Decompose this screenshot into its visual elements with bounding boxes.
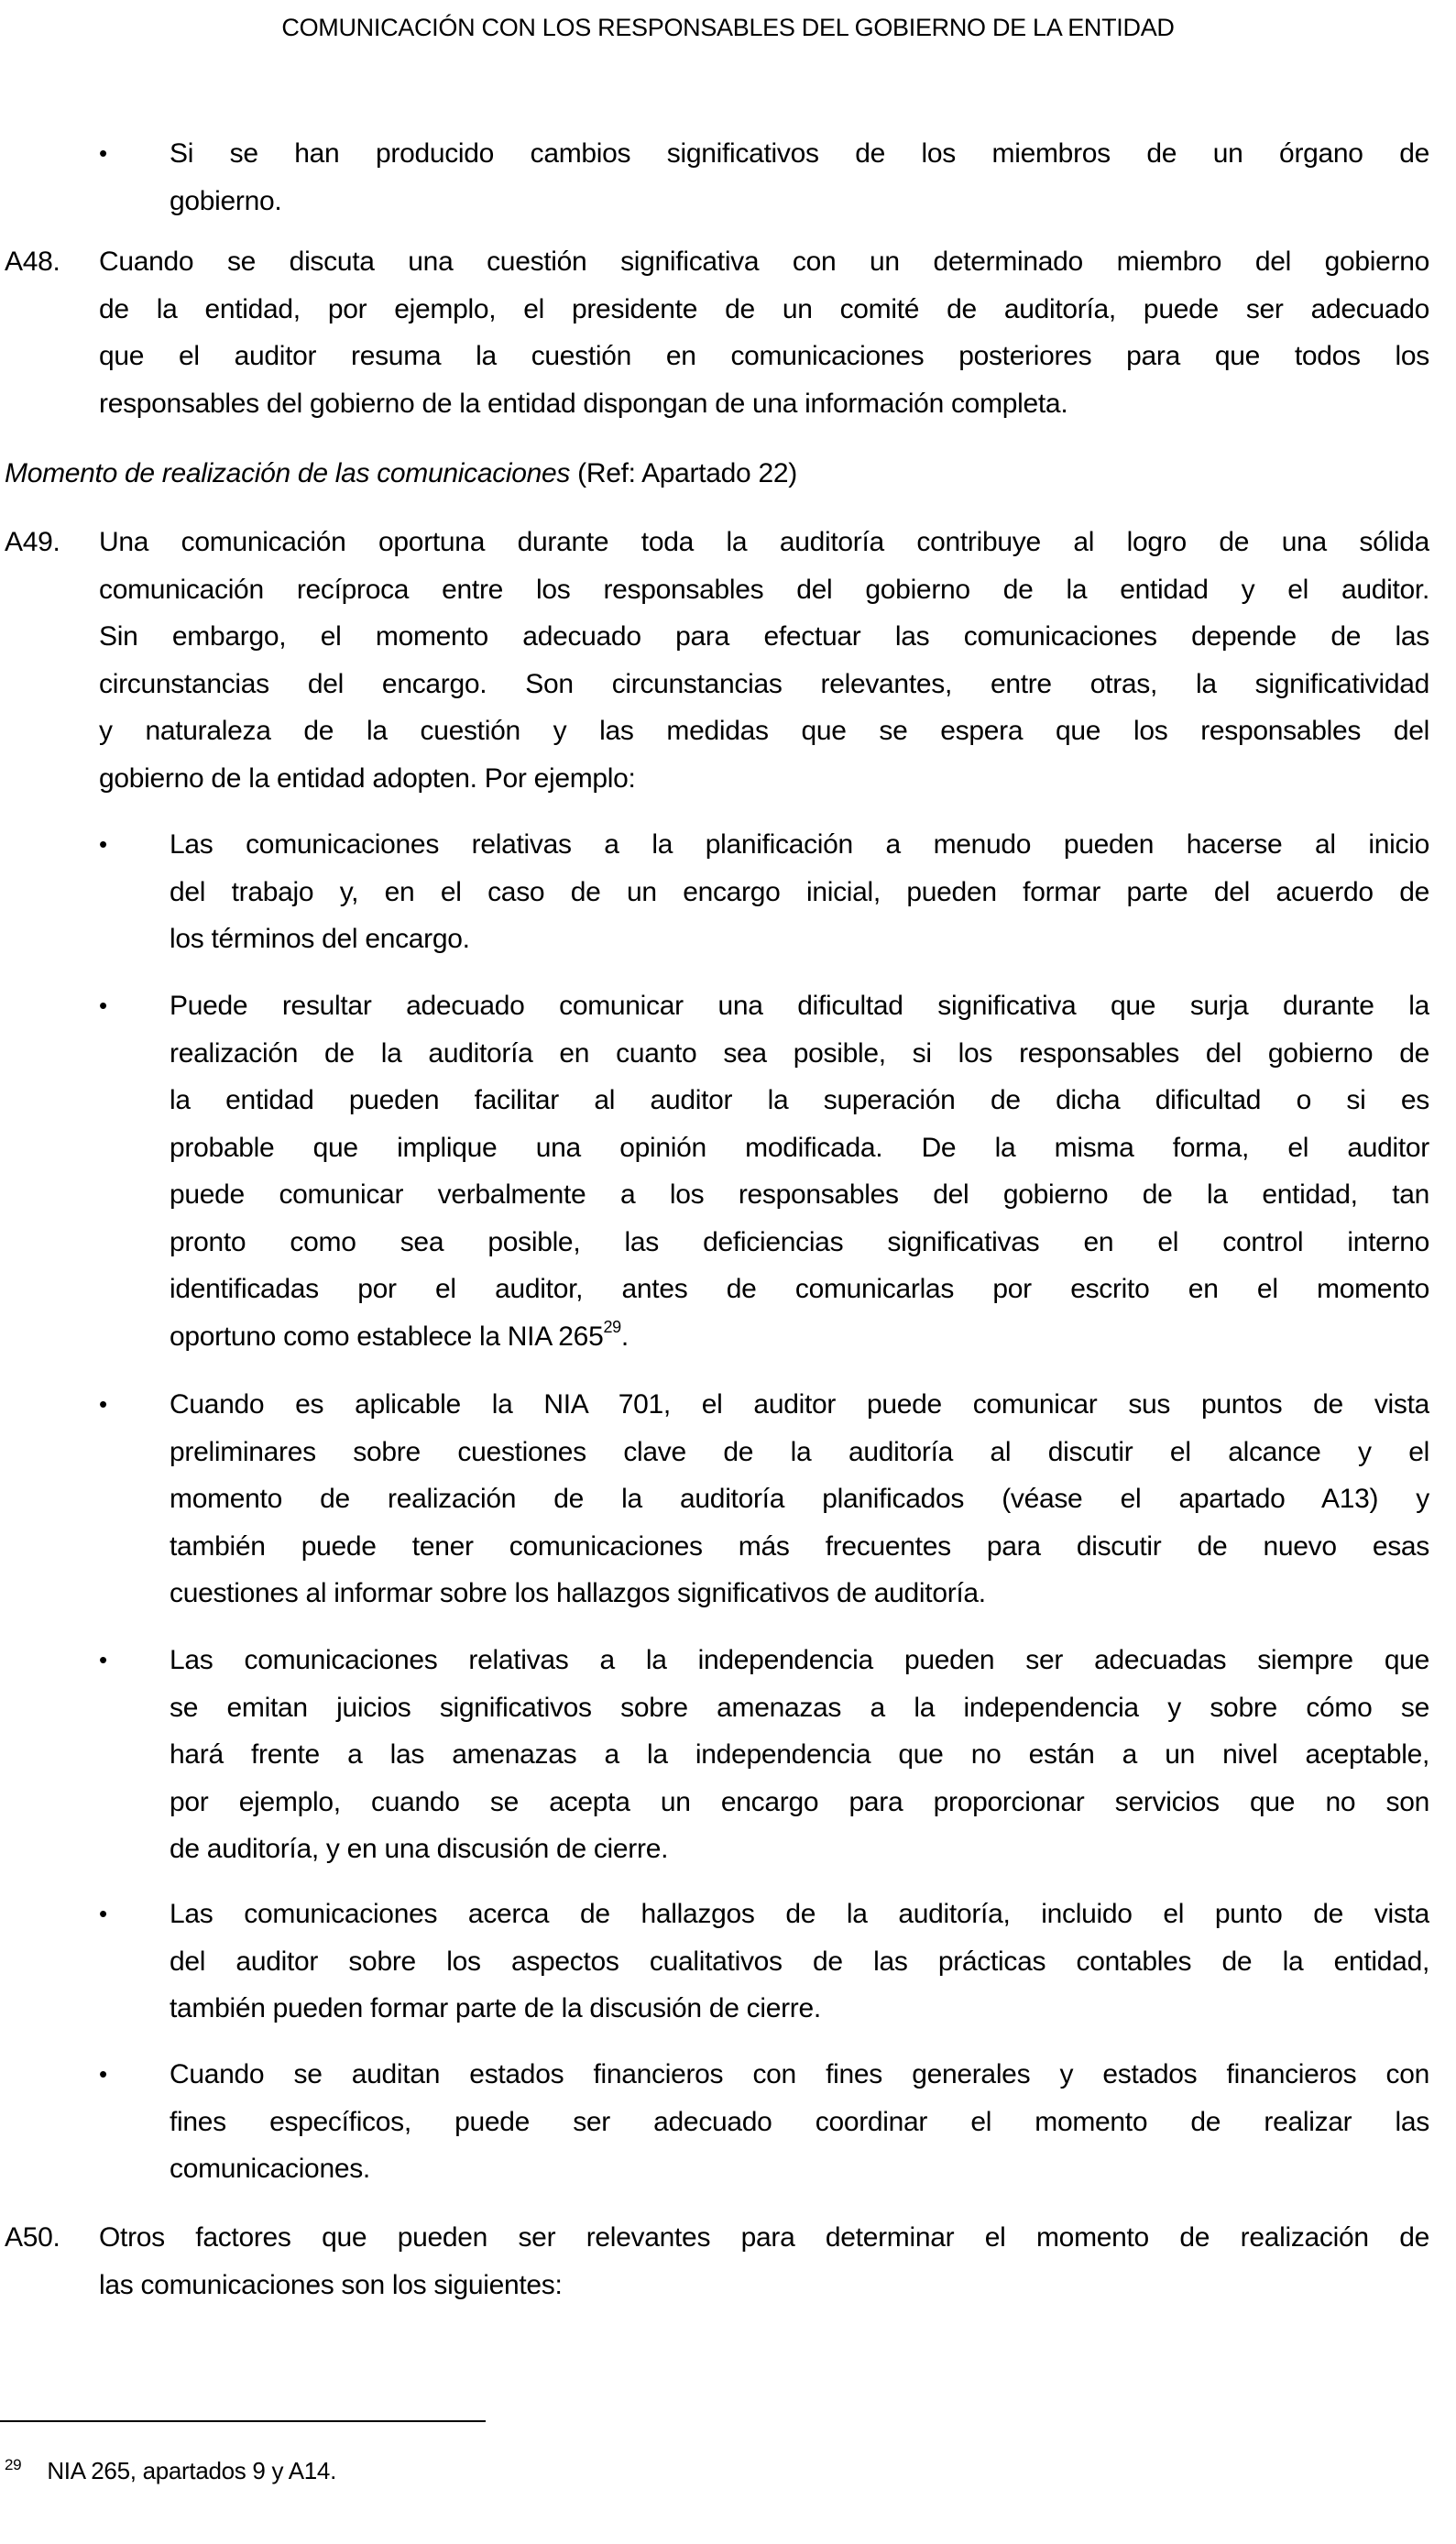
text-line <box>170 1731 1429 1779</box>
section-heading <box>5 450 797 498</box>
text-line <box>170 2051 1429 2099</box>
text-line <box>170 1429 1429 1476</box>
text-line <box>170 1570 1429 1617</box>
text-line <box>99 238 1429 286</box>
footnote <box>5 2449 336 2487</box>
line-text: Una comunicación oportuna durante toda la auditoría contribuye al logro de una sólida <box>99 527 1429 557</box>
line-text: Cuando se auditan estados financieros con fines generales y estados financieros con <box>170 2059 1429 2089</box>
footnote-reference: 29 <box>603 1317 621 1336</box>
line-text: del trabajo y, en el caso de un encargo inicial, pueden formar parte del acuerdo de <box>170 876 1429 907</box>
bullet-icon: • <box>99 2060 107 2088</box>
line-text: también pueden formar parte de la discusión de cierre. <box>170 1993 821 2023</box>
line-text: gobierno de la entidad adopten. Por ejemplo: <box>99 762 636 794</box>
heading-title: Momento de realización de las comunicaciones <box>5 458 571 488</box>
paragraph-number: A48. <box>5 247 60 277</box>
text-line <box>170 1891 1429 1938</box>
text-line <box>170 178 1429 225</box>
line-text: responsables del gobierno de la entidad dispongan de una información completa. <box>99 388 1068 419</box>
text-line <box>99 661 1429 708</box>
line-text: momento de realización de la auditoría planificados (véase el apartado A13) y <box>170 1484 1429 1514</box>
line-text: se emitan juicios significativos sobre amenazas a la independencia y sobre cómo se <box>170 1692 1429 1723</box>
line-text: Las comunicaciones relativas a la planificación a menudo pueden hacerse al inicio <box>170 829 1429 860</box>
line-text: también puede tener comunicaciones más frecuentes para discutir de nuevo esas <box>170 1530 1429 1562</box>
line-text: que el auditor resuma la cuestión en comunicaciones posteriores para que todos los <box>99 341 1429 371</box>
text-line <box>99 2214 1429 2262</box>
line-text: Sin embargo, el momento adecuado para efectuar las comunicaciones depende de las <box>99 621 1429 652</box>
text-line <box>170 2099 1429 2146</box>
text-line <box>99 613 1429 661</box>
text-line <box>99 286 1429 334</box>
bullet-icon: • <box>99 1646 107 1673</box>
line-text: Otros factores que pueden ser relevantes para determinar el momento de realización de <box>99 2222 1429 2253</box>
line-text: los términos del encargo. <box>170 924 470 954</box>
paragraph-text <box>170 982 1429 1360</box>
footnote-separator <box>0 2420 486 2422</box>
text-line <box>170 982 1429 1030</box>
line-text: cuestiones al informar sobre los hallazgos significativos de auditoría. <box>170 1578 986 1608</box>
line-text: por ejemplo, cuando se acepta un encargo para proporcionar servicios que no son <box>170 1786 1429 1817</box>
text-line <box>99 519 1429 566</box>
text-line <box>170 1684 1429 1732</box>
text-line <box>170 916 1429 963</box>
paragraph-text <box>170 1381 1429 1617</box>
bullet-icon: • <box>99 1390 107 1418</box>
line-text: comunicaciones. <box>170 2154 370 2184</box>
line-text: de auditoría, y en una discusión de cierre. <box>170 1834 669 1864</box>
line-text: Puede resultar adecuado comunicar una dificultad significativa que surja durante la <box>170 991 1429 1021</box>
footnote-number: 29 <box>5 2456 22 2473</box>
text-line <box>170 1266 1429 1313</box>
text-line <box>170 1313 1429 1361</box>
line-text: Las comunicaciones relativas a la independencia pueden ser adecuadas siempre que <box>170 1645 1429 1675</box>
text-line <box>99 2262 1429 2309</box>
line-text: probable que implique una opinión modificada. De la misma forma, el auditor <box>170 1132 1429 1163</box>
text-line <box>99 707 1429 755</box>
text-line <box>170 869 1429 916</box>
text-line <box>99 380 1429 428</box>
line-text: hará frente a las amenazas a la independencia que no están a un nivel aceptable, <box>170 1739 1429 1770</box>
text-line <box>170 1171 1429 1219</box>
line-text: fines específicos, puede ser adecuado coordinar el momento de realizar las <box>170 2106 1429 2137</box>
heading-reference: (Ref: Apartado 22) <box>570 458 797 488</box>
text-line <box>170 1219 1429 1267</box>
text-line <box>170 1938 1429 1986</box>
text-line <box>99 755 1429 803</box>
line-text: la entidad pueden facilitar al auditor la superación de dicha dificultad o si es <box>170 1085 1429 1115</box>
text-line <box>170 2145 1429 2193</box>
paragraph-number: A50. <box>5 2222 60 2253</box>
text-line <box>170 1985 1429 2033</box>
bullet-icon: • <box>99 1900 107 1927</box>
line-text: Las comunicaciones acerca de hallazgos de la auditoría, incluido el punto de vista <box>170 1899 1429 1929</box>
paragraph-text <box>170 2051 1429 2193</box>
text-line <box>170 1124 1429 1172</box>
line-text: del auditor sobre los aspectos cualitativos de las prácticas contables de la entidad, <box>170 1946 1429 1977</box>
line-text: comunicación recíproca entre los responsables del gobierno de la entidad y el auditor. <box>99 574 1429 605</box>
text-line <box>170 1779 1429 1826</box>
paragraph-number: A49. <box>5 527 60 557</box>
text-line <box>170 1826 1429 1873</box>
bullet-icon: • <box>99 992 107 1019</box>
bullet-icon: • <box>99 139 107 167</box>
line-text: gobierno. <box>170 185 282 216</box>
text-line <box>170 1637 1429 1684</box>
text-line <box>99 333 1429 380</box>
text-line <box>99 566 1429 614</box>
line-text: de la entidad, por ejemplo, el presidente de un comité de auditoría, puede ser adecuado <box>99 293 1429 324</box>
text-line <box>170 1523 1429 1571</box>
text-line <box>170 1381 1429 1429</box>
paragraph-text <box>170 1891 1429 2033</box>
line-text: Si se han producido cambios significativos de los miembros de un órgano de <box>170 138 1429 169</box>
paragraph-text <box>99 238 1429 427</box>
line-text: Cuando es aplicable la NIA 701, el auditor puede comunicar sus puntos de vista <box>170 1389 1429 1420</box>
paragraph-text <box>99 519 1429 802</box>
line-text: y naturaleza de la cuestión y las medidas que se espera que los responsables del <box>99 716 1429 746</box>
line-text: preliminares sobre cuestiones clave de la auditoría al discutir el alcance y el <box>170 1436 1429 1467</box>
line-text: realización de la auditoría en cuanto sea posible, si los responsables del gobierno de <box>170 1037 1429 1069</box>
line-text: identificadas por el auditor, antes de comunicarlas por escrito en el momento <box>170 1274 1429 1304</box>
text-line <box>170 130 1429 178</box>
text-line <box>170 1030 1429 1078</box>
line-text: las comunicaciones son los siguientes: <box>99 2269 563 2300</box>
paragraph-text <box>170 130 1429 225</box>
text-line <box>170 1475 1429 1523</box>
bullet-icon: • <box>99 830 107 858</box>
line-tail: . <box>620 1321 629 1352</box>
paragraph-text <box>170 1637 1429 1873</box>
line-text: circunstancias del encargo. Son circunstancias relevantes, entre otras, la significatividad <box>99 668 1429 699</box>
text-line <box>170 1077 1429 1124</box>
line-text: oportuno como establece la NIA 265 <box>170 1321 604 1352</box>
footnote-text: NIA 265, apartados 9 y A14. <box>47 2457 336 2484</box>
paragraph-text <box>99 2214 1429 2308</box>
line-text: puede comunicar verbalmente a los responsables del gobierno de la entidad, tan <box>170 1179 1429 1210</box>
paragraph-text <box>170 821 1429 963</box>
text-line <box>170 821 1429 869</box>
line-text: Cuando se discuta una cuestión significativa con un determinado miembro del gobierno <box>99 247 1429 277</box>
line-text: pronto como sea posible, las deficiencias significativas en el control interno <box>170 1226 1429 1257</box>
running-header: COMUNICACIÓN CON LOS RESPONSABLES DEL GOBIERNO DE LA ENTIDAD <box>281 14 1175 41</box>
